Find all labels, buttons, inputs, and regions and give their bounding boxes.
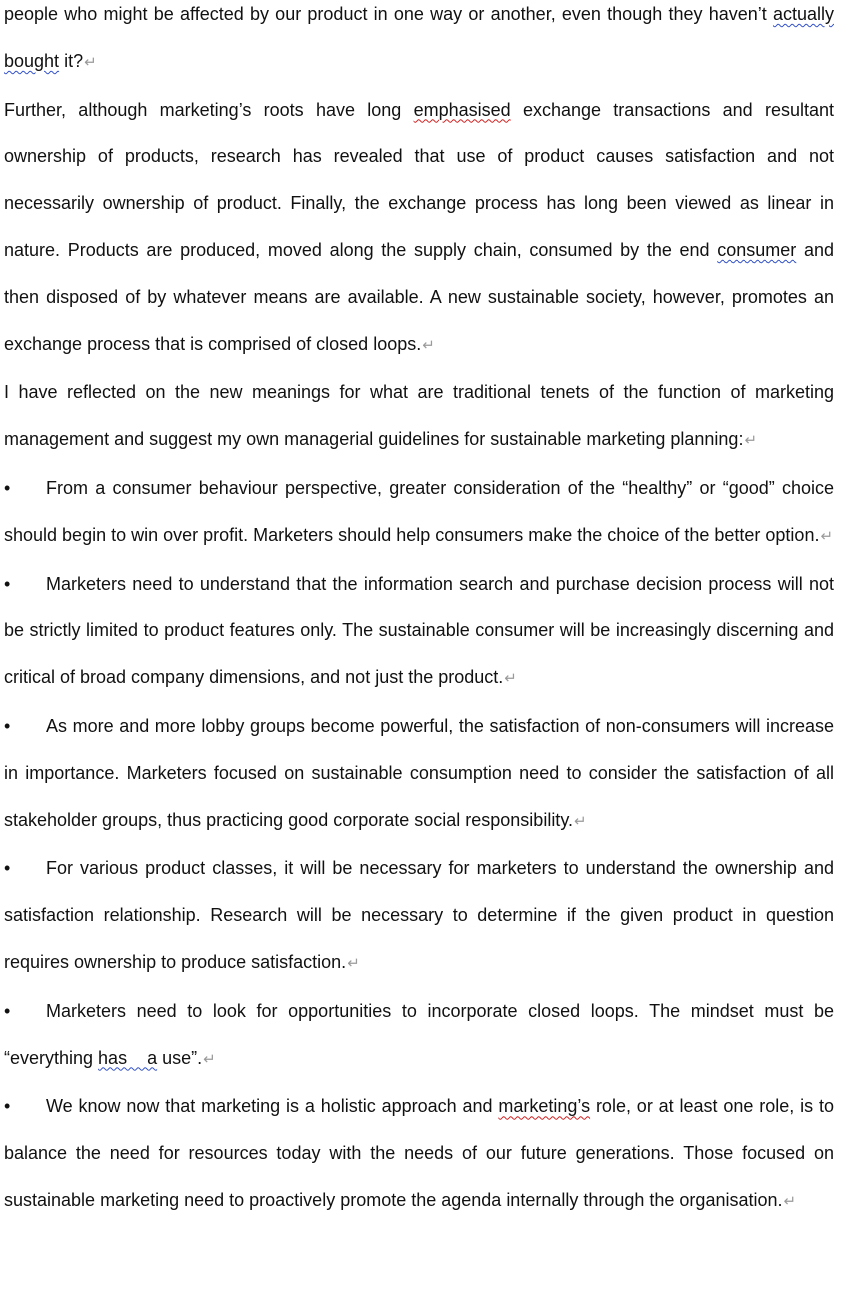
paragraph-exchange-process[interactable] xyxy=(4,87,834,370)
bullet-item-closed-loops[interactable] xyxy=(4,988,834,1084)
paragraph-guidelines-intro[interactable] xyxy=(4,369,834,465)
bullet-item-ownership-satisfaction[interactable] xyxy=(4,845,834,987)
grammar-flagged-word[interactable]: consumer xyxy=(717,239,797,260)
bullet-icon: • xyxy=(4,715,11,736)
paragraph-text: exchange transactions and resultant ownership of products, research has revealed that use of product causes satisfaction and not necessarily ownership of product. Finally, the exchange process has long been viewed as linear in nature. Products are produced, moved along the supply chain, consumed by the end xyxy=(4,99,835,260)
paragraph-text: it? xyxy=(59,50,84,71)
bullet-text: For various product classes, it will be necessary for marketers to understand the ownership and satisfaction relationship. Research will be necessary to determine if the given product in question requires ownership to produce satisfaction. xyxy=(4,858,834,972)
bullet-icon: • xyxy=(4,573,11,594)
grammar-flagged-phrase[interactable]: actually bought xyxy=(4,4,834,71)
paragraph-mark-icon: ↵ xyxy=(820,527,834,545)
spelling-flagged-word[interactable]: marketing’s xyxy=(498,1096,591,1117)
paragraph-text: I have reflected on the new meanings for what are traditional tenets of the function of marketing management and suggest my own managerial guidelines for sustainable marketing planning: xyxy=(4,382,834,450)
bullet-text: We know now that marketing is a holistic approach and xyxy=(46,1096,499,1117)
paragraph-text: people who might be affected by our product in one way or another, even though they haven’t xyxy=(4,4,773,24)
bullet-text: As more and more lobby groups become powerful, the satisfaction of non-consumers will increase in importance. Marketers focused on sustainable consumption need to consider the satisfaction of all stakeholder groups, thus practicing good corporate social responsibility. xyxy=(4,715,834,830)
paragraph-mark-icon: ↵ xyxy=(573,812,587,830)
paragraph-text: and then disposed of by whatever means are available. A new sustainable society, however, promotes an exchange process that is comprised of closed loops. xyxy=(4,239,834,354)
bullet-icon: • xyxy=(4,477,11,498)
bullet-text: role, or at least one role, is to balance the need for resources today with the needs of our future generations. Those focused on sustainable marketing need to proactively promote the agenda internally through the organisation. xyxy=(4,1096,834,1210)
document-page[interactable] xyxy=(4,0,834,1226)
paragraph-mark-icon: ↵ xyxy=(84,53,97,71)
bullet-item-holistic-approach[interactable] xyxy=(4,1083,834,1225)
bullet-icon: • xyxy=(4,858,11,879)
paragraph-mark-icon: ↵ xyxy=(504,670,517,688)
paragraph-mark-icon: ↵ xyxy=(422,336,435,354)
bullet-text: From a consumer behaviour perspective, greater consideration of the “healthy” or “good” choice should begin to win over profit. Marketers should help consumers make the choice of the better option. xyxy=(4,477,834,545)
bullet-item-consumer-behaviour[interactable] xyxy=(4,465,834,561)
bullet-item-information-search[interactable] xyxy=(4,561,834,703)
paragraph-continuation[interactable] xyxy=(4,0,834,87)
spelling-flagged-word[interactable]: emphasised xyxy=(413,99,511,120)
bullet-icon: • xyxy=(4,1096,11,1117)
paragraph-mark-icon: ↵ xyxy=(744,432,758,450)
paragraph-text: Further, although marketing’s roots have long xyxy=(4,99,414,120)
bullet-icon: • xyxy=(4,1000,11,1021)
bullet-text: Marketers need to look for opportunities to incorporate closed loops. The mindset must be “everything xyxy=(4,1000,834,1068)
paragraph-mark-icon: ↵ xyxy=(783,1192,797,1210)
bullet-text: use”. xyxy=(157,1047,203,1068)
paragraph-mark-icon: ↵ xyxy=(203,1050,216,1068)
bullet-text: Marketers need to understand that the information search and purchase decision process will not be strictly limited to product features only. The sustainable consumer will be increasingly discerning and critical of broad company dimensions, and not just the product. xyxy=(4,573,834,688)
grammar-flagged-phrase[interactable]: has a xyxy=(98,1047,158,1068)
paragraph-mark-icon: ↵ xyxy=(347,954,360,972)
bullet-item-lobby-groups[interactable] xyxy=(4,703,834,845)
